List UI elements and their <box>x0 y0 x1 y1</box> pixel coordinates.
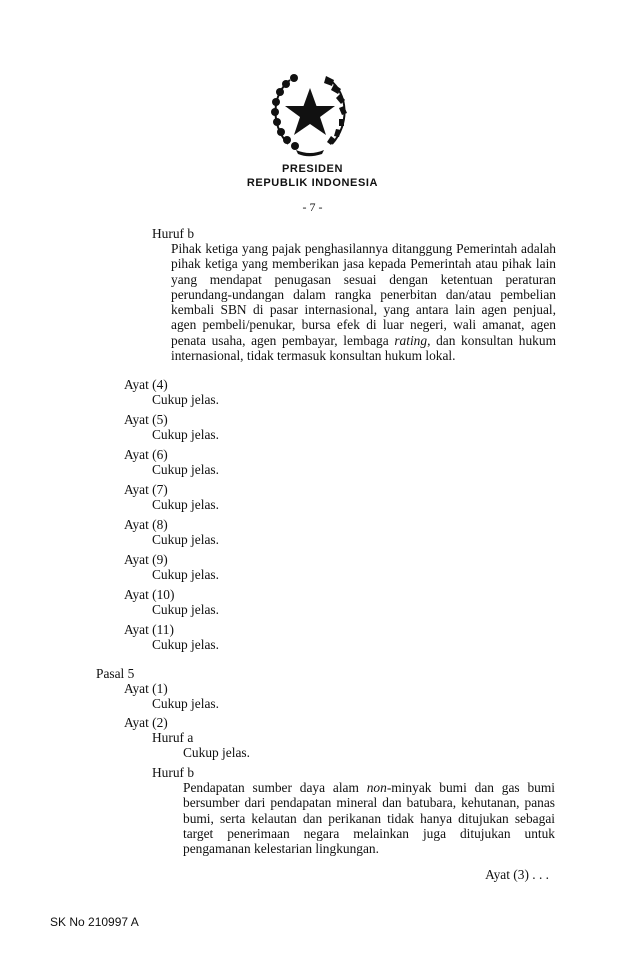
pasal-5-huruf-b-text-1: Pendapatan sumber daya alam <box>183 780 367 795</box>
huruf-b-paragraph <box>171 241 556 363</box>
pasal-5-huruf-b-label: Huruf b <box>152 765 195 780</box>
ayat-10-label: Ayat (10) <box>124 587 175 602</box>
huruf-b-text-1: Pihak ketiga yang pajak penghasilannya ditanggung Pemerintah adalah pihak ketiga yang memberikan jasa kepada Pemerintah atau pihak lain yang mendapat penugasan sesuai dengan ketentuan peraturan perundang-undangan dalam rangka penerbitan dan/atau pembelian kembali SBN di pasar internasional, yang antara lain agen penjual, agen pembeli/penukar, bursa efek di luar negeri, wali amanat, agen penata usaha, agen pembayar, lembaga <box>171 241 556 348</box>
ayat-6-label: Ayat (6) <box>124 447 168 462</box>
ayat-6-text: Cukup jelas. <box>152 462 219 477</box>
huruf-b-italic-rating: rating <box>394 332 428 348</box>
ayat-4-text: Cukup jelas. <box>152 392 219 407</box>
document-code-footer: SK No 210997 A <box>50 915 139 929</box>
header-title-republik: REPUBLIK INDONESIA <box>246 177 379 189</box>
pasal-5-ayat-1-label: Ayat (1) <box>124 681 168 696</box>
pasal-5-ayat-1-text: Cukup jelas. <box>152 696 219 711</box>
ayat-8-text: Cukup jelas. <box>152 532 219 547</box>
ayat-5-label: Ayat (5) <box>124 412 168 427</box>
garuda-star-emblem-icon <box>266 66 354 158</box>
pasal-5-heading: Pasal 5 <box>96 666 135 681</box>
pasal-5-huruf-b-text-2: -minyak bumi dan gas bumi bersumber dari pendapatan mineral dan batubara, kehutanan, panas bumi, serta kelautan dan perikanan tidak hanya ditujukan sebagai target penerimaan negara melainkan juga ditujukan untuk pengamanan kelestarian lingkungan. <box>183 780 555 857</box>
pasal-5-huruf-a-label: Huruf a <box>152 730 194 745</box>
pasal-5-huruf-a-text: Cukup jelas. <box>183 745 250 760</box>
header-title-presiden: PRESIDEN <box>281 163 344 175</box>
continuation-marker: Ayat (3) . . . <box>485 867 549 882</box>
huruf-b-label: Huruf b <box>152 226 195 241</box>
ayat-8-label: Ayat (8) <box>124 517 168 532</box>
ayat-9-label: Ayat (9) <box>124 552 168 567</box>
pasal-5-huruf-b-paragraph <box>183 780 555 856</box>
ayat-11-text: Cukup jelas. <box>152 637 219 652</box>
pasal-5-ayat-2-label: Ayat (2) <box>124 715 168 730</box>
ayat-11-label: Ayat (11) <box>124 622 174 637</box>
ayat-7-label: Ayat (7) <box>124 482 168 497</box>
ayat-7-text: Cukup jelas. <box>152 497 219 512</box>
ayat-4-label: Ayat (4) <box>124 377 168 392</box>
huruf-b-text-2: , dan konsultan hukum internasional, tidak termasuk konsultan hukum lokal. <box>171 332 556 364</box>
ayat-9-text: Cukup jelas. <box>152 567 219 582</box>
ayat-10-text: Cukup jelas. <box>152 602 219 617</box>
ayat-5-text: Cukup jelas. <box>152 427 219 442</box>
page-number: - 7 - <box>302 200 323 214</box>
pasal-5-huruf-b-italic-non: non <box>366 780 387 795</box>
